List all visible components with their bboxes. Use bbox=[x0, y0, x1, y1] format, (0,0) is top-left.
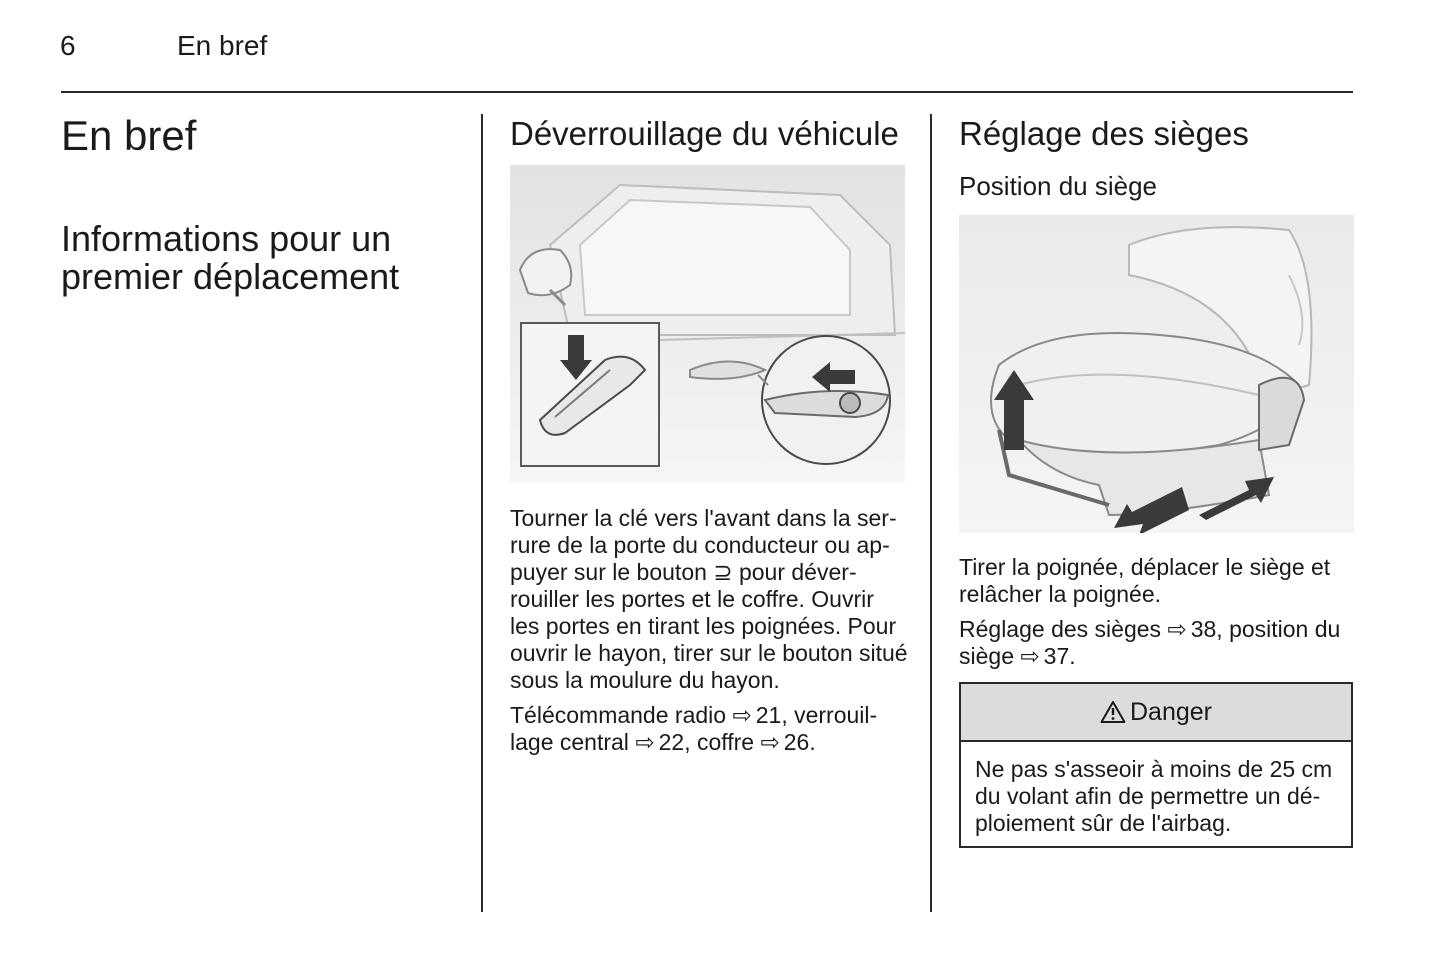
chapter-title: En bref bbox=[61, 112, 197, 159]
door-unlock-illustration-icon bbox=[510, 165, 905, 483]
unlock-references bbox=[510, 702, 908, 756]
danger-text: Ne pas s'asseoir à moins de 25 cm du volant afin de permettre un déploiement sûr de l'airbag. bbox=[975, 756, 1333, 836]
column-divider-1 bbox=[481, 114, 483, 912]
column-divider-2 bbox=[930, 114, 932, 912]
seat-instructions: Tirer la poignée, déplacer le siège et relâcher la poignée. bbox=[959, 554, 1331, 607]
reference-arrow-icon: ⇨ bbox=[760, 729, 780, 755]
danger-title: Danger bbox=[1130, 697, 1212, 726]
ref-text: , position du siège bbox=[959, 616, 1341, 669]
page-number: 6 bbox=[60, 30, 76, 61]
ref-page[interactable]: 38 bbox=[1190, 616, 1217, 642]
reference-arrow-icon: ⇨ bbox=[1167, 616, 1187, 642]
header-divider bbox=[61, 91, 1353, 93]
warning-triangle-icon bbox=[1100, 700, 1126, 724]
running-title: En bref bbox=[177, 30, 268, 61]
unlock-instructions bbox=[510, 505, 908, 694]
ref-page[interactable]: 26 bbox=[783, 729, 810, 755]
ref-text: Télécommande radio bbox=[510, 702, 727, 728]
ref-page[interactable]: 22 bbox=[658, 729, 685, 755]
section-heading: Informations pour un premier déplacement bbox=[61, 218, 400, 297]
danger-title-bar bbox=[961, 684, 1351, 742]
seat-subheading: Position du siège bbox=[959, 171, 1158, 201]
unlock-button-symbol: ⊇ bbox=[713, 559, 733, 585]
ref-text: , verrouillage central bbox=[510, 702, 878, 755]
seat-references bbox=[959, 616, 1354, 670]
reference-arrow-icon: ⇨ bbox=[1020, 643, 1040, 669]
reference-arrow-icon: ⇨ bbox=[732, 702, 752, 728]
ref-page[interactable]: 37 bbox=[1043, 643, 1070, 669]
seat-heading: Réglage des sièges bbox=[959, 115, 1249, 152]
ref-text: . bbox=[1069, 643, 1076, 669]
ref-page[interactable]: 21 bbox=[755, 702, 782, 728]
danger-warning-box bbox=[959, 682, 1353, 848]
unlock-text-part2: pour déverrouiller les portes et le coffre. Ouvrir les portes en tirant les poignées. Pour ouvrir le hayon, tirer sur le bouton situé sous la moulure du hayon. bbox=[510, 559, 908, 693]
unlock-text-part1: Tourner la clé vers l'avant dans la serrure de la porte du conducteur ou appuyer sur le bouton bbox=[510, 505, 897, 585]
ref-text: Réglage des sièges bbox=[959, 616, 1162, 642]
unlock-heading: Déverrouillage du véhicule bbox=[510, 115, 899, 152]
ref-text: , coffre bbox=[684, 729, 755, 755]
seat-adjust-illustration-icon bbox=[959, 215, 1354, 533]
reference-arrow-icon: ⇨ bbox=[635, 729, 655, 755]
ref-text: . bbox=[809, 729, 816, 755]
